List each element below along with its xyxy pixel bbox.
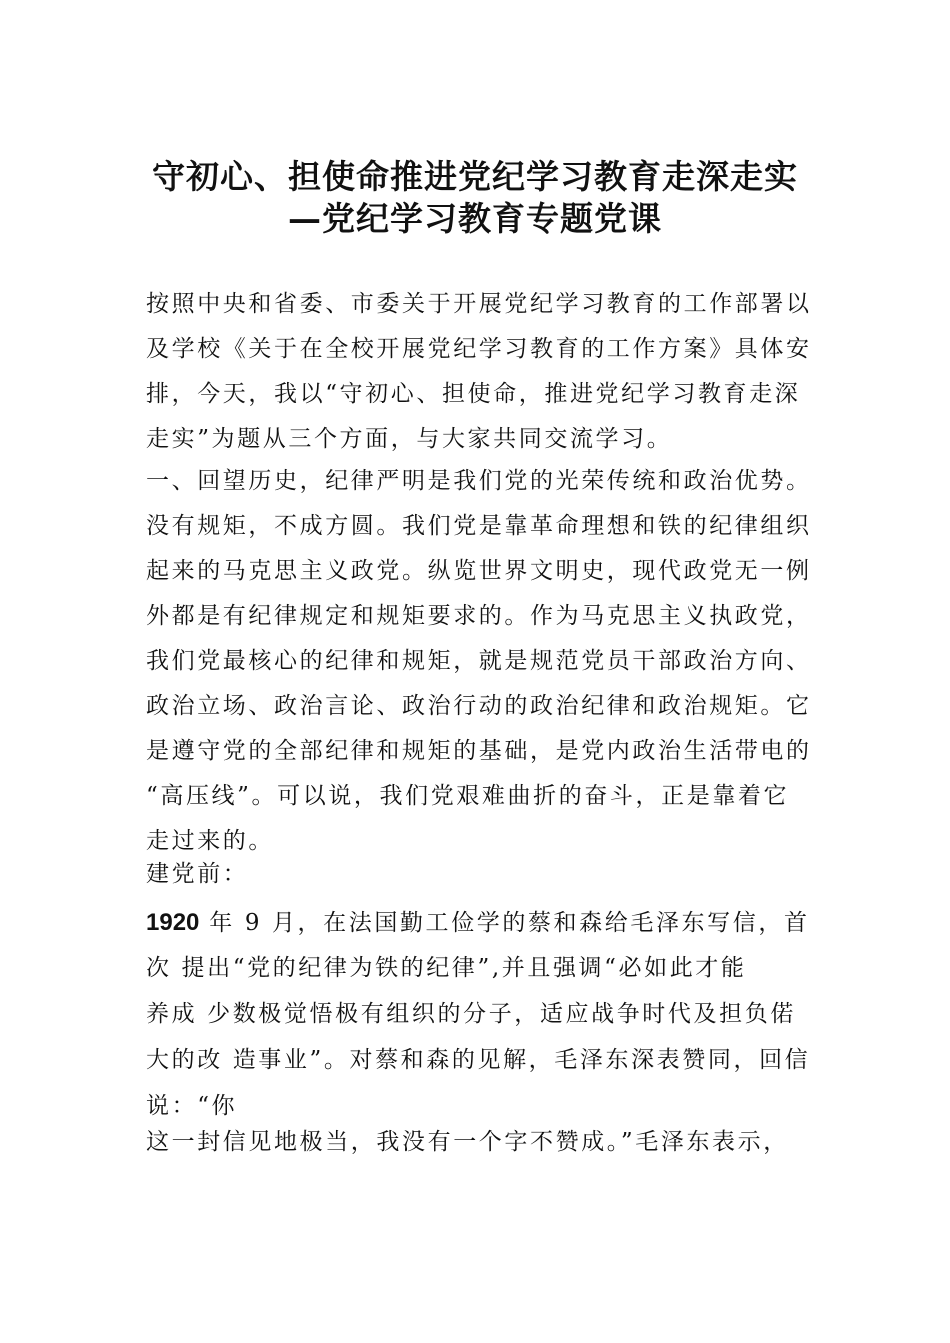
paragraph-line: 是遵守党的全部纪律和规矩的基础，是党内政治生活带电的 <box>146 738 812 764</box>
paragraph-line: 大的改 造事业”。对蔡和森的见解，毛泽东深表赞同，回信 <box>146 1047 811 1073</box>
intro-paragraph <box>146 282 816 462</box>
year-number: 1920 <box>146 909 200 936</box>
paragraph-line: 这一封信见地极当，我没有一个字不赞成。”毛泽东表示， <box>146 1129 789 1155</box>
paragraph-line: 走实”为题从三个方面，与大家共同交流学习。 <box>146 426 673 452</box>
paragraph-line: 外都是有纪律规定和规矩要求的。作为马克思主义执政党， <box>146 603 812 629</box>
paragraph-line: 走过来的。 <box>146 828 274 854</box>
section-one-paragraph <box>146 459 816 864</box>
document-title: 守初心、担使命推进党纪学习教育走深走实 <box>152 157 798 196</box>
before-founding-label <box>146 852 816 897</box>
paragraph-line-text: 年 9 月，在法国勤工俭学的蔡和森给毛泽东写信，首 <box>199 910 810 936</box>
year-1920-paragraph <box>146 900 816 1166</box>
paragraph-line: 建党前： <box>146 861 249 887</box>
paragraph-line: 说：“你 <box>146 1093 238 1119</box>
paragraph-line: 按照中央和省委、市委关于开展党纪学习教育的工作部署以 <box>146 291 812 317</box>
paragraph-line: 次 提出“党的纪律为铁的纪律”,并且强调“必如此才能 <box>146 955 747 981</box>
paragraph-line <box>146 900 816 946</box>
paragraph-line: 政治立场、政治言论、政治行动的政治纪律和政治规矩。它 <box>146 693 812 719</box>
paragraph-line: 起来的马克思主义政党。纵览世界文明史，现代政党无一例 <box>146 558 812 584</box>
paragraph-line: 排，今天，我以“守初心、担使命，推进党纪学习教育走深 <box>146 381 801 407</box>
paragraph-line: 没有规矩，不成方圆。我们党是靠革命理想和铁的纪律组织 <box>146 513 812 539</box>
paragraph-line: 我们党最核心的纪律和规矩，就是规范党员干部政治方向、 <box>146 648 812 674</box>
paragraph-line: 养成 少数极觉悟极有组织的分子，适应战争时代及担负偌 <box>146 1001 796 1027</box>
paragraph-line: 及学校《关于在全校开展党纪学习教育的工作方案》具体安 <box>146 336 812 362</box>
paragraph-line: 一、回望历史，纪律严明是我们党的光荣传统和政治优势。 <box>146 468 812 494</box>
paragraph-line: “高压线”。可以说，我们党艰难曲折的奋斗，正是靠着它 <box>146 783 790 809</box>
document-subtitle: —党纪学习教育专题党课 <box>288 199 662 238</box>
